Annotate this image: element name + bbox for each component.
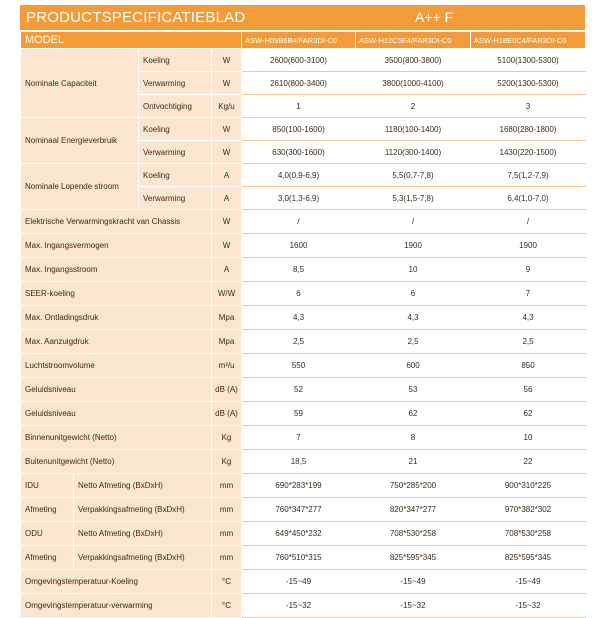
value-cell: 550 — [242, 354, 356, 378]
value-cell: 1600 — [242, 234, 356, 258]
row-unit: °C — [212, 594, 242, 618]
row-unit: Kg/u — [212, 95, 242, 118]
row-label: Max. Ontladingsdruk — [21, 306, 212, 330]
value-cell: 2610(800-3400) — [242, 72, 356, 95]
model-name: ASW-H09B6B4/FAR3DI-C0 — [242, 32, 356, 49]
value-cell: / — [242, 210, 356, 234]
value-cell: 8 — [356, 426, 471, 450]
table-row — [21, 378, 586, 402]
row-unit: mm — [212, 522, 242, 546]
table-row — [21, 426, 586, 450]
row-sublabel: Koeling — [139, 164, 212, 187]
row-unit: A — [212, 164, 242, 187]
row-label: Luchtstroomvolume — [21, 354, 212, 378]
row-label: IDU — [21, 474, 74, 498]
row-sublabel: Netto Afmeting (BxDxH) — [74, 474, 212, 498]
row-unit: mm — [212, 474, 242, 498]
value-cell: 2600(600-3100) — [242, 49, 356, 72]
value-cell: 970*382*302 — [471, 498, 586, 522]
value-cell: 8,5 — [242, 258, 356, 282]
value-cell: 1120(300-1400) — [356, 141, 471, 164]
value-cell: 2 — [356, 95, 471, 118]
value-cell: 1900 — [471, 234, 586, 258]
row-unit: Kg — [212, 450, 242, 474]
value-cell: 4,0(0,9-6,9) — [242, 164, 356, 187]
spec-table — [20, 31, 586, 618]
value-cell: 1180(100-1400) — [356, 118, 471, 141]
row-unit: dB (A) — [212, 402, 242, 426]
value-cell: 690*283*199 — [242, 474, 356, 498]
row-label: Max. Ingangsstroom — [21, 258, 212, 282]
row-label: Buitenunitgewicht (Netto) — [21, 450, 212, 474]
value-cell: 10 — [356, 258, 471, 282]
energy-class: A++ F — [415, 9, 454, 25]
value-cell: 3500(800-3800) — [356, 49, 471, 72]
value-cell: 825*595*345 — [471, 546, 586, 570]
value-cell: / — [356, 210, 471, 234]
table-row — [21, 49, 586, 72]
row-unit: m³/u — [212, 354, 242, 378]
row-label: Geluidsniveau — [21, 378, 212, 402]
value-cell: 5,3(1,5-7,8) — [356, 187, 471, 210]
value-cell: 820*347*277 — [356, 498, 471, 522]
value-cell: 3 — [471, 95, 586, 118]
row-unit: Mpa — [212, 330, 242, 354]
value-cell: 630(300-1600) — [242, 141, 356, 164]
model-name: ASW-H12C5E4/FAR3DI-C0 — [356, 32, 471, 49]
row-unit: dB (A) — [212, 378, 242, 402]
value-cell: 760*347*277 — [242, 498, 356, 522]
table-row — [21, 474, 586, 498]
row-sublabel: Koeling — [139, 118, 212, 141]
value-cell: 5,5(0,7-7,8) — [356, 164, 471, 187]
table-row — [21, 402, 586, 426]
value-cell: 3800(1000-4100) — [356, 72, 471, 95]
value-cell: 1430(220-1500) — [471, 141, 586, 164]
value-cell: -15~49 — [242, 570, 356, 594]
value-cell: 59 — [242, 402, 356, 426]
row-unit: W — [212, 234, 242, 258]
value-cell: 600 — [356, 354, 471, 378]
row-label: Omgevingstemperatuur-Koeling — [21, 570, 212, 594]
table-row — [21, 164, 586, 187]
value-cell: 708*530*258 — [471, 522, 586, 546]
row-sublabel: Ontvochtiging — [139, 95, 212, 118]
row-label: Max. Aanzuigdruk — [21, 330, 212, 354]
table-row — [21, 330, 586, 354]
page-title: PRODUCTSPECIFICATIEBLAD — [26, 9, 246, 26]
table-row — [21, 234, 586, 258]
table-row — [21, 118, 586, 141]
value-cell: 6 — [356, 282, 471, 306]
value-cell: 9 — [471, 258, 586, 282]
row-unit: W — [212, 118, 242, 141]
value-cell: -15~32 — [242, 594, 356, 618]
value-cell: 2,5 — [242, 330, 356, 354]
row-sublabel: Koeling — [139, 49, 212, 72]
row-label: Afmeting — [21, 546, 74, 570]
value-cell: 6 — [242, 282, 356, 306]
value-cell: 7 — [471, 282, 586, 306]
value-cell: 6,4(1,0-7,0) — [471, 187, 586, 210]
value-cell: 10 — [471, 426, 586, 450]
row-unit: W/W — [212, 282, 242, 306]
value-cell: 7,5(1,2-7,9) — [471, 164, 586, 187]
row-unit: A — [212, 187, 242, 210]
title-bar — [20, 5, 585, 31]
value-cell: -15~32 — [471, 594, 586, 618]
value-cell: 750*285*200 — [356, 474, 471, 498]
value-cell: / — [471, 210, 586, 234]
row-unit: °C — [212, 570, 242, 594]
value-cell: 1680(280-1800) — [471, 118, 586, 141]
value-cell: 1 — [242, 95, 356, 118]
value-cell: 760*510*315 — [242, 546, 356, 570]
value-cell: 5100(1300-5300) — [471, 49, 586, 72]
row-label: Elektrische Verwarmingskracht van Chassis — [21, 210, 212, 234]
row-sublabel: Verwarming — [139, 72, 212, 95]
value-cell: 56 — [471, 378, 586, 402]
value-cell: 649*450*232 — [242, 522, 356, 546]
value-cell: 825*595*345 — [356, 546, 471, 570]
value-cell: -15~32 — [356, 594, 471, 618]
value-cell: -15~49 — [471, 570, 586, 594]
value-cell: -15~49 — [356, 570, 471, 594]
value-cell: 1900 — [356, 234, 471, 258]
row-unit: W — [212, 72, 242, 95]
value-cell: 62 — [471, 402, 586, 426]
row-unit: W — [212, 141, 242, 164]
value-cell: 22 — [471, 450, 586, 474]
value-cell: 7 — [242, 426, 356, 450]
row-unit: A — [212, 258, 242, 282]
model-name: ASW-H18E0C4/FAR3DI-C0 — [471, 32, 586, 49]
row-unit: Mpa — [212, 306, 242, 330]
table-row — [21, 258, 586, 282]
value-cell: 53 — [356, 378, 471, 402]
value-cell: 18,5 — [242, 450, 356, 474]
row-label: Max. Ingangsvermogen — [21, 234, 212, 258]
value-cell: 21 — [356, 450, 471, 474]
value-cell: 2,5 — [471, 330, 586, 354]
table-row — [21, 354, 586, 378]
row-sublabel: Verpakkingsafmeting (BxDxH) — [74, 546, 212, 570]
table-row — [21, 450, 586, 474]
row-label: Afmeting — [21, 498, 74, 522]
table-row — [21, 306, 586, 330]
value-cell: 3,0(1,3-6,9) — [242, 187, 356, 210]
table-row — [21, 210, 586, 234]
row-label: ODU — [21, 522, 74, 546]
value-cell: 4,3 — [471, 306, 586, 330]
row-label: Omgevingstemperatuur-verwarming — [21, 594, 212, 618]
value-cell: 850(100-1600) — [242, 118, 356, 141]
row-unit: mm — [212, 546, 242, 570]
value-cell: 5200(1300-5300) — [471, 72, 586, 95]
row-label: Geluidsniveau — [21, 402, 212, 426]
row-sublabel: Verpakkingsafmeting (BxDxH) — [74, 498, 212, 522]
value-cell: 52 — [242, 378, 356, 402]
row-unit: W — [212, 49, 242, 72]
value-cell: 62 — [356, 402, 471, 426]
value-cell: 2,5 — [356, 330, 471, 354]
table-row — [21, 282, 586, 306]
spec-sheet — [20, 5, 585, 618]
row-sublabel: Netto Afmeting (BxDxH) — [74, 522, 212, 546]
row-unit: Kg — [212, 426, 242, 450]
value-cell: 4,3 — [242, 306, 356, 330]
value-cell: 708*530*258 — [356, 522, 471, 546]
row-unit: mm — [212, 498, 242, 522]
table-row — [21, 570, 586, 594]
table-row — [21, 546, 586, 570]
row-sublabel: Verwarming — [139, 141, 212, 164]
row-label: Binnenunitgewicht (Netto) — [21, 426, 212, 450]
table-row — [21, 522, 586, 546]
value-cell: 900*310*225 — [471, 474, 586, 498]
row-label: Nominale Lopende stroom — [21, 164, 139, 210]
value-cell: 4,3 — [356, 306, 471, 330]
header-row — [21, 32, 586, 49]
row-label: Nominaal Energieverbruik — [21, 118, 139, 164]
row-label: Nominale Capaciteit — [21, 49, 139, 118]
row-label: SEER-koeling — [21, 282, 212, 306]
table-row — [21, 498, 586, 522]
value-cell: 850 — [471, 354, 586, 378]
model-header: MODEL — [21, 32, 242, 49]
row-unit: W — [212, 210, 242, 234]
table-row — [21, 594, 586, 618]
row-sublabel: Verwarming — [139, 187, 212, 210]
